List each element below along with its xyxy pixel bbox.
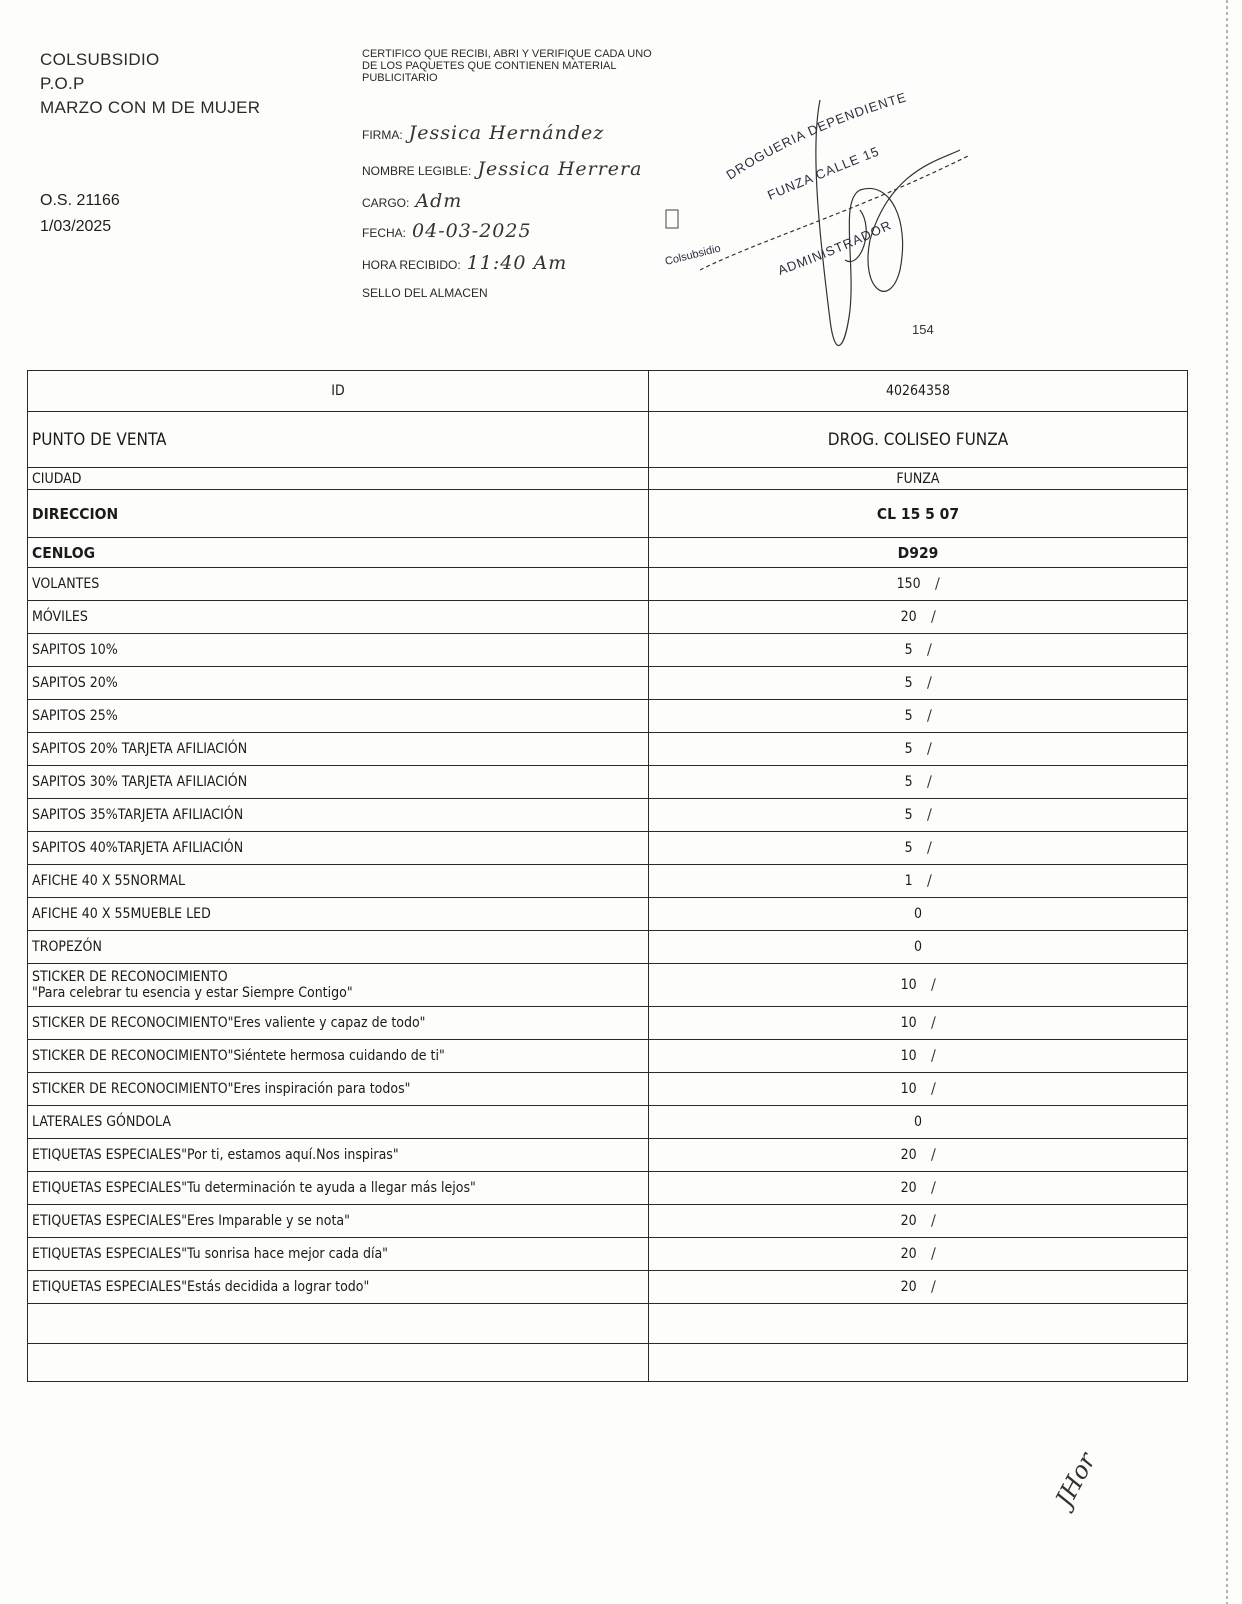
stamp-line-2: FUNZA CALLE 15 bbox=[765, 143, 882, 203]
item-label-text: SAPITOS 10% bbox=[32, 642, 118, 658]
item-label bbox=[28, 931, 649, 964]
nombre-handwritten: Jessica Herrera bbox=[477, 158, 643, 180]
company-name: COLSUBSIDIO bbox=[40, 50, 160, 69]
item-label-text: ETIQUETAS ESPECIALES"Tu sonrisa hace mejor cada día" bbox=[32, 1246, 388, 1262]
item-label bbox=[28, 1271, 649, 1304]
table-row bbox=[28, 865, 1188, 898]
header-block bbox=[40, 48, 260, 120]
firma-handwritten: Jessica Hernández bbox=[408, 122, 605, 144]
direccion-value: CL 15 5 07 bbox=[649, 490, 1188, 538]
sello-label: SELLO DEL ALMACEN bbox=[362, 286, 488, 300]
footer-signature: JHor bbox=[1050, 1448, 1102, 1512]
punto-label: PUNTO DE VENTA bbox=[28, 412, 649, 468]
item-label-text: STICKER DE RECONOCIMIENTO"Siéntete hermosa cuidando de ti" bbox=[32, 1048, 445, 1064]
store-stamp bbox=[660, 60, 990, 370]
table-row bbox=[28, 1172, 1188, 1205]
item-qty-cell bbox=[649, 1073, 1188, 1106]
item-qty-cell bbox=[649, 1139, 1188, 1172]
item-qty-cell bbox=[649, 1106, 1188, 1139]
table-row bbox=[28, 799, 1188, 832]
item-qty-cell bbox=[649, 568, 1188, 601]
item-label-text: SAPITOS 25% bbox=[32, 708, 118, 724]
item-qty-cell bbox=[649, 799, 1188, 832]
item-qty-cell bbox=[649, 1007, 1188, 1040]
table-row-empty bbox=[28, 1304, 1188, 1344]
item-qty-cell bbox=[649, 898, 1188, 931]
table-row bbox=[28, 1238, 1188, 1271]
id-label: ID bbox=[28, 371, 649, 412]
fecha-label: FECHA: bbox=[362, 226, 407, 240]
item-qty: 20 bbox=[900, 1147, 917, 1163]
ciudad-value: FUNZA bbox=[649, 468, 1188, 490]
item-qty-cell bbox=[649, 1271, 1188, 1304]
item-qty-cell bbox=[649, 865, 1188, 898]
item-label bbox=[28, 865, 649, 898]
item-label bbox=[28, 1238, 649, 1271]
item-qty-cell bbox=[649, 634, 1188, 667]
nombre-field bbox=[362, 158, 642, 180]
check-mark: / bbox=[925, 707, 933, 725]
empty-cell bbox=[28, 1344, 649, 1382]
check-mark: / bbox=[925, 674, 933, 692]
check-mark: / bbox=[925, 872, 933, 890]
cenlog-label: CENLOG bbox=[28, 538, 649, 568]
item-qty-cell bbox=[649, 700, 1188, 733]
item-label bbox=[28, 898, 649, 931]
order-date: 1/03/2025 bbox=[40, 218, 112, 235]
pop-label: P.O.P bbox=[40, 74, 85, 93]
table-row-punto bbox=[28, 412, 1188, 468]
table-row bbox=[28, 1139, 1188, 1172]
check-mark: / bbox=[929, 1146, 937, 1164]
items-body bbox=[28, 568, 1188, 1304]
stamp-number: 154 bbox=[912, 322, 934, 337]
check-mark: / bbox=[925, 806, 933, 824]
check-mark: / bbox=[933, 575, 941, 593]
stamp-logo-icon bbox=[666, 210, 678, 228]
item-qty: 5 bbox=[904, 741, 913, 757]
stamp-line-1: DROGUERIA DEPENDIENTE bbox=[723, 89, 909, 183]
item-qty: 5 bbox=[904, 774, 913, 790]
item-label bbox=[28, 1007, 649, 1040]
empty-cell bbox=[649, 1344, 1188, 1382]
item-label bbox=[28, 964, 649, 1007]
cargo-field bbox=[362, 190, 462, 212]
table-row-empty bbox=[28, 1344, 1188, 1382]
check-mark: / bbox=[929, 1014, 937, 1032]
material-table bbox=[27, 370, 1188, 1382]
ciudad-label: CIUDAD bbox=[28, 468, 649, 490]
item-label bbox=[28, 832, 649, 865]
item-label bbox=[28, 634, 649, 667]
item-label bbox=[28, 1139, 649, 1172]
item-qty-cell bbox=[649, 1238, 1188, 1271]
item-qty: 0 bbox=[913, 1114, 922, 1130]
cargo-handwritten: Adm bbox=[415, 190, 463, 212]
table-row bbox=[28, 733, 1188, 766]
check-mark: / bbox=[929, 1080, 937, 1098]
item-label-text: TROPEZÓN bbox=[32, 939, 102, 955]
item-qty: 5 bbox=[904, 840, 913, 856]
item-label bbox=[28, 601, 649, 634]
item-qty-cell bbox=[649, 964, 1188, 1007]
item-label bbox=[28, 667, 649, 700]
empty-cell bbox=[28, 1304, 649, 1344]
item-label-text: VOLANTES bbox=[32, 576, 100, 592]
item-label-text: SAPITOS 30% TARJETA AFILIACIÓN bbox=[32, 774, 248, 790]
firma-field bbox=[362, 122, 604, 144]
table-row-direccion bbox=[28, 490, 1188, 538]
cenlog-value: D929 bbox=[649, 538, 1188, 568]
item-label bbox=[28, 733, 649, 766]
item-qty: 10 bbox=[900, 1015, 917, 1031]
item-label bbox=[28, 1205, 649, 1238]
direccion-label: DIRECCION bbox=[28, 490, 649, 538]
item-qty: 20 bbox=[900, 1213, 917, 1229]
table-row bbox=[28, 601, 1188, 634]
item-qty-cell bbox=[649, 1040, 1188, 1073]
item-label-text: SAPITOS 20% TARJETA AFILIACIÓN bbox=[32, 741, 248, 757]
item-qty: 5 bbox=[904, 708, 913, 724]
table-row bbox=[28, 1073, 1188, 1106]
item-label-text: SAPITOS 35%TARJETA AFILIACIÓN bbox=[32, 807, 244, 823]
item-label-subtext: "Para celebrar tu esencia y estar Siempre Contigo" bbox=[32, 985, 353, 1001]
hora-label: HORA RECIBIDO: bbox=[362, 258, 461, 272]
item-label-text: ETIQUETAS ESPECIALES"Por ti, estamos aquí.Nos inspiras" bbox=[32, 1147, 399, 1163]
item-qty: 0 bbox=[913, 906, 922, 922]
empty-cell bbox=[649, 1304, 1188, 1344]
table-row-id bbox=[28, 371, 1188, 412]
id-value: 40264358 bbox=[649, 371, 1188, 412]
svg-text:ADMINISTRADOR bbox=[776, 217, 894, 278]
campaign-name: MARZO CON M DE MUJER bbox=[40, 98, 261, 117]
table-row bbox=[28, 667, 1188, 700]
table-row bbox=[28, 931, 1188, 964]
item-qty-cell bbox=[649, 766, 1188, 799]
item-qty: 1 bbox=[904, 873, 913, 889]
table-row-ciudad bbox=[28, 468, 1188, 490]
item-qty: 5 bbox=[904, 675, 913, 691]
check-mark: / bbox=[929, 1212, 937, 1230]
item-qty-cell bbox=[649, 931, 1188, 964]
item-qty: 0 bbox=[913, 939, 922, 955]
item-label bbox=[28, 568, 649, 601]
scan-edge-line bbox=[1226, 0, 1228, 1604]
table-row bbox=[28, 568, 1188, 601]
item-label bbox=[28, 1073, 649, 1106]
certification-text: CERTIFICO QUE RECIBI, ABRI Y VERIFIQUE CADA UNO DE LOS PAQUETES QUE CONTIENEN MATERIAL PUBLICITARIO bbox=[362, 48, 652, 84]
check-mark: / bbox=[929, 1179, 937, 1197]
table-row-cenlog bbox=[28, 538, 1188, 568]
item-qty: 5 bbox=[904, 807, 913, 823]
order-number: O.S. 21166 bbox=[40, 192, 120, 209]
check-mark: / bbox=[929, 1278, 937, 1296]
item-label-text: AFICHE 40 X 55MUEBLE LED bbox=[32, 906, 211, 922]
table-row bbox=[28, 1106, 1188, 1139]
stamp-line-3: ADMINISTRADOR bbox=[775, 217, 894, 278]
table-row bbox=[28, 832, 1188, 865]
stamp-logo-text: Colsubsidio bbox=[663, 242, 722, 268]
item-label-text: MÓVILES bbox=[32, 609, 88, 625]
item-qty-cell bbox=[649, 832, 1188, 865]
table-row bbox=[28, 1205, 1188, 1238]
item-label-text: LATERALES GÓNDOLA bbox=[32, 1114, 171, 1130]
nombre-label: NOMBRE LEGIBLE: bbox=[362, 164, 472, 178]
fecha-field bbox=[362, 220, 532, 242]
item-qty-cell bbox=[649, 1205, 1188, 1238]
item-qty: 5 bbox=[904, 642, 913, 658]
item-label-text: STICKER DE RECONOCIMIENTO bbox=[32, 969, 228, 985]
item-qty-cell bbox=[649, 1172, 1188, 1205]
check-mark: / bbox=[925, 641, 933, 659]
item-qty: 20 bbox=[900, 1279, 917, 1295]
check-mark: / bbox=[929, 1047, 937, 1065]
punto-value: DROG. COLISEO FUNZA bbox=[649, 412, 1188, 468]
check-mark: / bbox=[929, 608, 937, 626]
item-label-text: AFICHE 40 X 55NORMAL bbox=[32, 873, 186, 889]
item-label bbox=[28, 1040, 649, 1073]
item-qty: 10 bbox=[900, 1048, 917, 1064]
table-row bbox=[28, 700, 1188, 733]
check-mark: / bbox=[925, 740, 933, 758]
check-mark: / bbox=[925, 839, 933, 857]
table-row bbox=[28, 1040, 1188, 1073]
order-block bbox=[40, 188, 120, 240]
table-row bbox=[28, 964, 1188, 1007]
item-label bbox=[28, 766, 649, 799]
item-label-text: STICKER DE RECONOCIMIENTO"Eres valiente y capaz de todo" bbox=[32, 1015, 426, 1031]
item-label-text: SAPITOS 40%TARJETA AFILIACIÓN bbox=[32, 840, 244, 856]
item-qty: 10 bbox=[900, 977, 917, 993]
item-label-text: SAPITOS 20% bbox=[32, 675, 118, 691]
check-mark: / bbox=[929, 976, 937, 994]
table-row bbox=[28, 634, 1188, 667]
item-qty: 20 bbox=[900, 1246, 917, 1262]
check-mark: / bbox=[929, 1245, 937, 1263]
item-label bbox=[28, 700, 649, 733]
table-row bbox=[28, 898, 1188, 931]
item-label bbox=[28, 1172, 649, 1205]
table-row bbox=[28, 766, 1188, 799]
item-label-text: ETIQUETAS ESPECIALES"Estás decidida a lograr todo" bbox=[32, 1279, 370, 1295]
item-label bbox=[28, 799, 649, 832]
item-qty: 150 bbox=[896, 576, 921, 592]
item-qty-cell bbox=[649, 667, 1188, 700]
item-qty: 20 bbox=[900, 1180, 917, 1196]
check-mark: / bbox=[925, 773, 933, 791]
table-row bbox=[28, 1271, 1188, 1304]
item-qty: 20 bbox=[900, 609, 917, 625]
item-label-text: ETIQUETAS ESPECIALES"Tu determinación te ayuda a llegar más lejos" bbox=[32, 1180, 476, 1196]
item-qty-cell bbox=[649, 601, 1188, 634]
item-label bbox=[28, 1106, 649, 1139]
table-row bbox=[28, 1007, 1188, 1040]
hora-handwritten: 11:40 Am bbox=[466, 252, 568, 274]
item-label-text: STICKER DE RECONOCIMIENTO"Eres inspiración para todos" bbox=[32, 1081, 411, 1097]
item-label-text: ETIQUETAS ESPECIALES"Eres Imparable y se nota" bbox=[32, 1213, 350, 1229]
signature-scribble bbox=[700, 100, 970, 345]
fecha-handwritten: 04-03-2025 bbox=[412, 220, 532, 242]
hora-field bbox=[362, 252, 567, 274]
firma-label: FIRMA: bbox=[362, 128, 403, 142]
item-qty: 10 bbox=[900, 1081, 917, 1097]
cargo-label: CARGO: bbox=[362, 196, 410, 210]
item-qty-cell bbox=[649, 733, 1188, 766]
